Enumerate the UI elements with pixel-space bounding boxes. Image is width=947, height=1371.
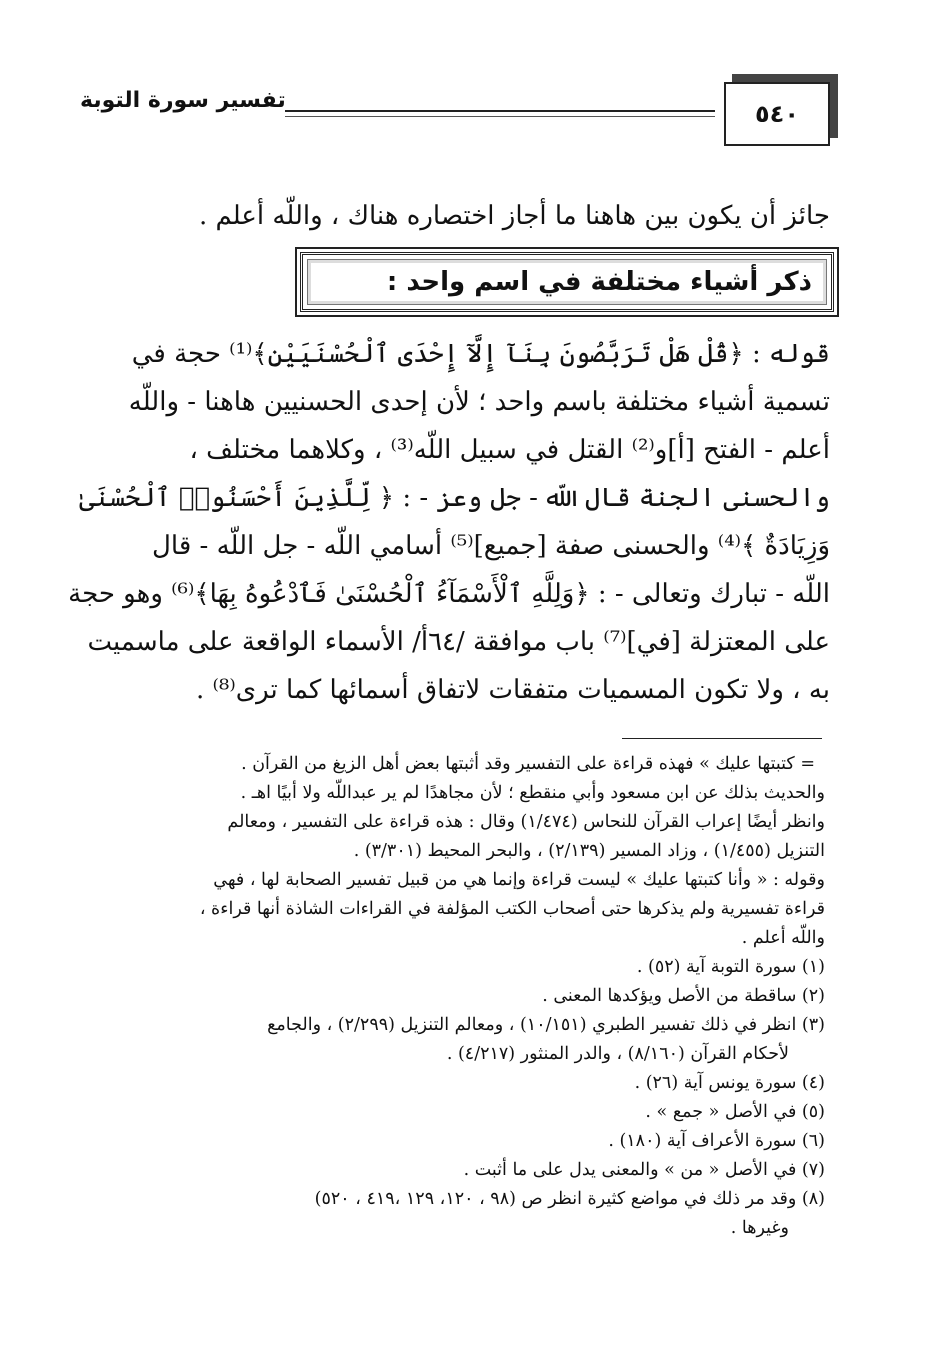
- main-paragraph: [68, 330, 830, 714]
- footnote-item: (٣) انظر في ذلك تفسير الطبري (١٠/١٥١) ، ومعالم التنزيل (٢/٢٩٩) ، والجامع: [267, 1015, 825, 1035]
- footnote-divider: [622, 738, 822, 739]
- text-line: به ، ولا تكون المسميات متفقات لاتفاق أسمائها كما ترى⁽⁸⁾ .: [196, 675, 830, 705]
- text-line: والحسنى الجنة قال اللّه - جل وعز - : ﴿ لِّلَّذِينَ أَحْسَنُوا۟ ٱلْحُسْنَىٰ: [79, 483, 830, 513]
- intro-paragraph: [90, 192, 830, 240]
- section-heading-frame: [300, 252, 834, 312]
- text-line: وَزِيَادَةٌ ﴾⁽⁴⁾ والحسنى صفة [جميع]⁽⁵⁾ أسامي اللّه - جل اللّه - قال: [152, 531, 830, 561]
- footnote-continuation-line: التنزيل (١/٤٥٥) ، وزاد المسير (٢/١٣٩) ، والبحر المحيط (٣/٣٠١) .: [353, 841, 825, 861]
- text-line: على المعتزلة [في]⁽⁷⁾ باب موافقة /٦٤أ/ الأسماء الواقعة على ماسميت: [87, 627, 830, 657]
- page-number: ٥٤٠: [724, 82, 830, 146]
- footnote-continuation-line: وانظر أيضًا إعراب القرآن للنحاس (١/٤٧٤) وقال : هذه قراءة على التفسير ، ومعالم: [227, 812, 825, 832]
- intro-line: جائز أن يكون بين هاهنا ما أجاز اختصاره هناك ، واللّه أعلم .: [198, 201, 830, 231]
- footnote-item: (١) سورة التوبة آية (٥٢) .: [636, 957, 825, 977]
- footnote-item: (٦) سورة الأعراف آية (١٨٠) .: [608, 1131, 825, 1151]
- footnote-item: (٥) في الأصل « جمع » .: [645, 1102, 825, 1122]
- footnote-continuation-line: وقوله : « وأنا كتبتها عليك » ليست قراءة وإنما هي من قبيل تفسير الصحابة لها ، فهي: [213, 870, 825, 890]
- footnote-continuation-line: قراءة تفسيرية ولم يذكرها حتى أصحاب الكتب المؤلفة في القراءات الشاذة أنها قراءة ،: [199, 899, 825, 919]
- page-header: [80, 70, 830, 160]
- text-line: قوله : ﴿قُلْ هَلْ تَرَبَّصُونَ بِنَآ إِلَّآ إِحْدَى ٱلْحُسْنَيَيْنِ﴾⁽¹⁾ حجة في: [131, 339, 830, 369]
- header-rule: [285, 110, 715, 112]
- footnote-item: (٨) وقد مر ذلك في مواضع كثيرة انظر ص (٩٨ ، ١٢٠، ١٢٩ ،٤١٩ ، ٥٢٠): [314, 1189, 825, 1209]
- footnote-item: (٢) ساقطة من الأصل ويؤكدها المعنى .: [542, 986, 825, 1006]
- footnote-item-continued: لأحكام القرآن (٨/١٦٠) ، والدر المنثور (٤/٢١٧) .: [446, 1044, 789, 1064]
- header-rule-thin: [285, 116, 715, 117]
- text-line: اللّه - تبارك وتعالى - : ﴿وَلِلَّهِ ٱلْأَسْمَآءُ ٱلْحُسْنَىٰ فَٱدْعُوهُ بِهَا﴾⁽⁶⁾ وهو حجة: [68, 579, 830, 609]
- section-heading: ذكر أشياء مختلفة في اسم واحد :: [307, 259, 827, 305]
- running-title: تفسير سورة التوبة: [80, 88, 286, 113]
- text-line: تسمية أشياء مختلفة باسم واحد ؛ لأن إحدى الحسنيين هاهنا - واللّه: [128, 387, 830, 417]
- footnote-item: (٧) في الأصل « من » والمعنى يدل على ما أثبت .: [463, 1160, 825, 1180]
- footnote-continuation-line: واللّه أعلم .: [741, 928, 825, 948]
- footnotes: [80, 750, 825, 1243]
- footnote-item-continued: وغيرها .: [730, 1218, 789, 1238]
- text-line: أعلم - الفتح [أ]و⁽²⁾ القتل في سبيل اللّه⁽³⁾ ، وكلاهما مختلف ،: [189, 435, 830, 465]
- footnote-continuation-line: = كتبتها عليك » فهذه قراءة على التفسير وقد أثبتها بعض أهل الزيغ من القرآن .: [241, 754, 815, 774]
- footnote-item: (٤) سورة يونس آية (٢٦) .: [634, 1073, 825, 1093]
- footnote-continuation-line: والحديث بذلك عن ابن مسعود وأبي منقطع ؛ لأن مجاهدًا لم ير عبداللّه ولا أبيًا اهـ .: [240, 783, 825, 803]
